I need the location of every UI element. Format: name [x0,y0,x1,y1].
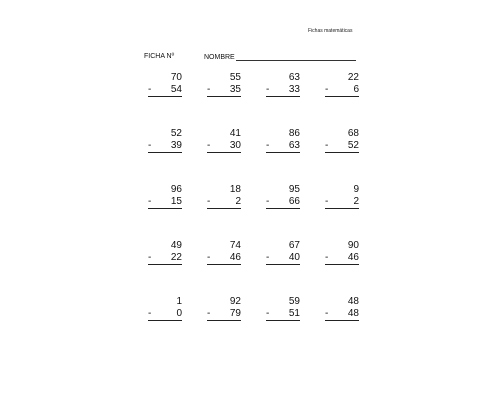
minus-sign: - [207,84,211,95]
subtrahend-row [325,308,359,321]
minuend: 86 [288,128,300,139]
subtrahend-row [148,252,182,265]
minuend: 1 [176,296,182,307]
subtrahend: 54 [170,84,182,95]
subtraction-problem [148,184,182,209]
subtrahend-row [207,252,241,265]
subtrahend: 79 [229,308,241,319]
minuend: 52 [170,128,182,139]
subtrahend: 48 [347,308,359,319]
subtrahend: 15 [170,196,182,207]
minus-sign: - [148,252,152,263]
minuend: 55 [229,72,241,83]
subtrahend-row [266,84,300,97]
subtrahend-row [207,84,241,97]
minuend: 96 [170,184,182,195]
minus-sign: - [266,140,270,151]
subtrahend: 2 [353,196,359,207]
minus-sign: - [325,140,329,151]
subtraction-problem [266,240,300,265]
subtrahend: 46 [229,252,241,263]
minuend: 67 [288,240,300,251]
subtrahend-row [325,140,359,153]
subtrahend: 40 [288,252,300,263]
ficha-label: FICHA Nº [144,53,175,60]
subtrahend-row [325,196,359,209]
minuend: 59 [288,296,300,307]
subtraction-problem [266,128,300,153]
minuend: 22 [347,72,359,83]
minuend: 41 [229,128,241,139]
subtrahend: 33 [288,84,300,95]
subtraction-problem [207,72,241,97]
minuend: 9 [353,184,359,195]
minuend: 92 [229,296,241,307]
nombre-label: NOMBRE [204,54,235,61]
subtrahend-row [207,308,241,321]
nombre-line [236,53,356,61]
subtraction-problem [148,240,182,265]
subtraction-problem [207,184,241,209]
minuend: 90 [347,240,359,251]
subtrahend: 66 [288,196,300,207]
subtrahend: 0 [176,308,182,319]
minus-sign: - [325,252,329,263]
subtraction-problem [325,72,359,97]
subtrahend-row [266,140,300,153]
subtraction-problem [266,184,300,209]
subtrahend: 22 [170,252,182,263]
subtrahend-row [148,140,182,153]
minus-sign: - [148,84,152,95]
subtraction-problem [325,296,359,321]
subtrahend-row [148,308,182,321]
minus-sign: - [148,308,152,319]
minus-sign: - [325,308,329,319]
subtraction-problem [266,72,300,97]
subtrahend: 6 [353,84,359,95]
minuend: 18 [229,184,241,195]
minus-sign: - [325,196,329,207]
subtraction-problem [325,240,359,265]
minuend: 74 [229,240,241,251]
subtrahend-row [207,196,241,209]
subtrahend: 2 [235,196,241,207]
minus-sign: - [207,196,211,207]
subtrahend-row [207,140,241,153]
subtraction-problem [207,128,241,153]
subtrahend-row [148,84,182,97]
minus-sign: - [148,140,152,151]
subtrahend: 35 [229,84,241,95]
subtrahend-row [148,196,182,209]
header-note: Fichas matemáticas [308,28,353,34]
minuend: 48 [347,296,359,307]
subtrahend: 30 [229,140,241,151]
minus-sign: - [266,84,270,95]
minuend: 63 [288,72,300,83]
subtrahend: 39 [170,140,182,151]
subtraction-problem [266,296,300,321]
minus-sign: - [207,308,211,319]
minuend: 49 [170,240,182,251]
subtraction-problem [148,72,182,97]
subtraction-problem [325,128,359,153]
minus-sign: - [266,196,270,207]
minus-sign: - [148,196,152,207]
subtraction-problem [207,240,241,265]
subtraction-problem [148,128,182,153]
minuend: 70 [170,72,182,83]
minus-sign: - [207,140,211,151]
subtrahend-row [325,84,359,97]
subtraction-problem [325,184,359,209]
subtrahend: 52 [347,140,359,151]
subtrahend-row [266,252,300,265]
nombre-field [204,53,356,61]
subtraction-problem [207,296,241,321]
subtrahend-row [325,252,359,265]
subtrahend-row [266,196,300,209]
minus-sign: - [266,252,270,263]
minus-sign: - [207,252,211,263]
subtrahend: 46 [347,252,359,263]
minus-sign: - [325,84,329,95]
subtrahend: 51 [288,308,300,319]
subtrahend-row [266,308,300,321]
minuend: 95 [288,184,300,195]
subtraction-problem [148,296,182,321]
minus-sign: - [266,308,270,319]
subtrahend: 63 [288,140,300,151]
minuend: 68 [347,128,359,139]
